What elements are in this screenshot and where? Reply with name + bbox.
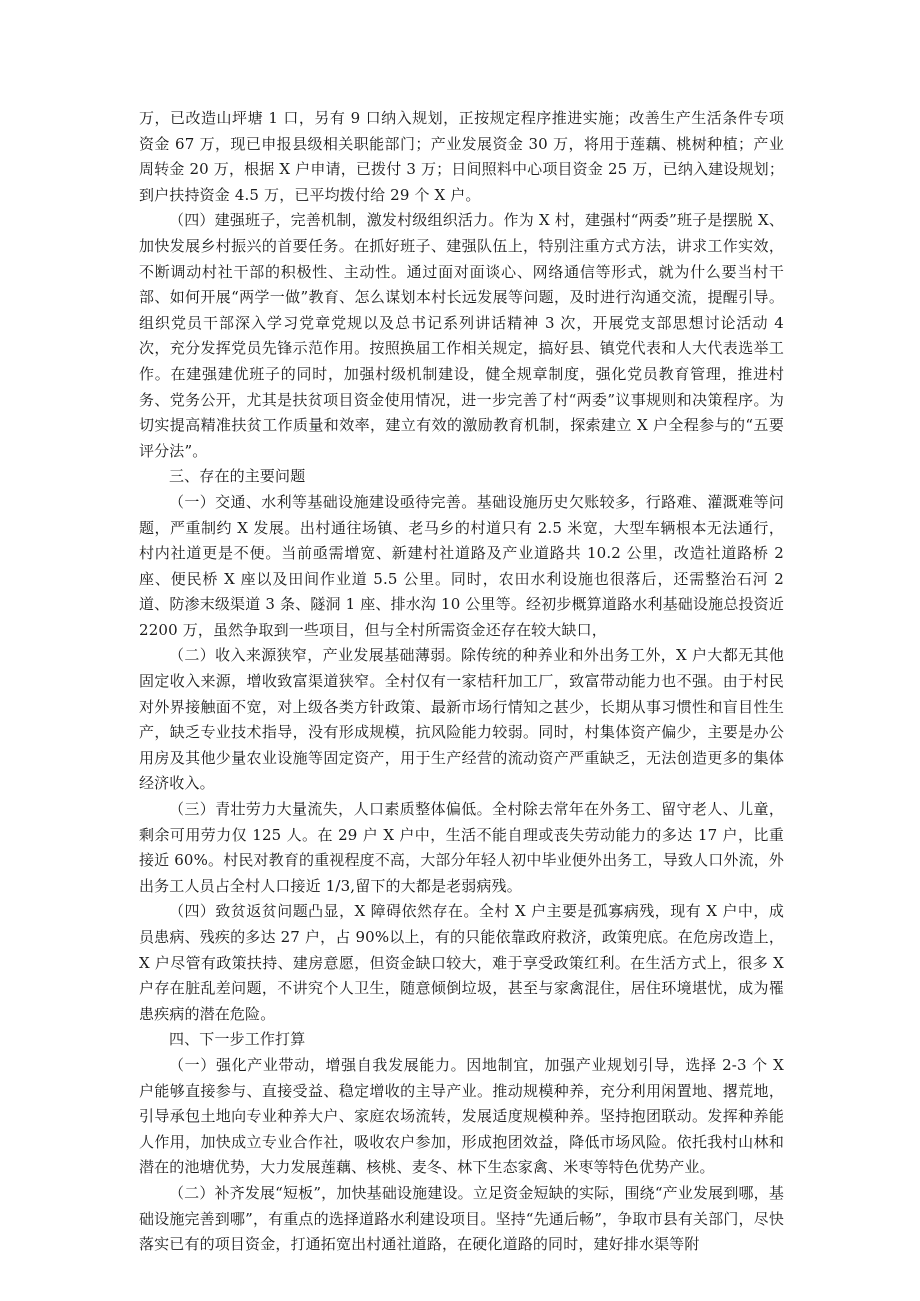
paragraph-strengthen-team: （四）建强班子，完善机制，激发村级组织活力。作为 X 村，建强村“两委”班子是摆脱 X、加快发展乡村振兴的首要任务。在抓好班子、建强队伍上，特别注重方式方法，讲求工作实效，不断调动村社干部的积极性、主动性。通过面对面谈心、网络通信等形式，就为什么要当村干部、如何开展“两学一做”教育、怎么谋划本村长远发展等问题，及时进行沟通交流，提醒引导。组织党员干部深入学习党章党规以及总书记系列讲话精神 3 次，开展党支部思想讨论活动 4 次，充分发挥党员先锋示范作用。按照换届工作相关规定，搞好县、镇党代表和人大代表选举工作。在建强建优班子的同时，加强村级机制建设，健全规章制度，强化党员教育管理，推进村务、党务公开，尤其是扶贫项目资金使用情况，进一步完善了村“两委”议事规则和决策程序。为切实提高精准扶贫工作质量和效率，建立有效的激励教育机制，探索建立 X 户全程参与的“五要评分法”。 — [139, 211, 784, 460]
document-page — [139, 106, 784, 1258]
paragraph-continuation-funds: 万，已改造山坪塘 1 口，另有 9 口纳入规划，正按规定程序推进实施；改善生产生活条件专项资金 67 万，现已申报县级相关职能部门；产业发展资金 30 万，将用于莲藕、桃树种植；产业周转金 20 万，根据 X 户申请，已拨付 3 万；日间照料中心项目资金 25 万，已纳入建设规划；到户扶持资金 4.5 万，已平均拨付给 29 个 X 户。 — [139, 109, 784, 204]
section-heading-next-steps: 四、下一步工作打算 — [169, 1030, 306, 1049]
paragraph-income-sources: （二）收入来源狭窄，产业发展基础薄弱。除传统的种养业和外出务工外，X 户大都无其他固定收入来源，增收致富渠道狭窄。全村仅有一家桔秆加工厂，致富带动能力也不强。由于村民对外界接触面不宽，对上级各类方针政策、最新市场行情知之甚少，长期从事习惯性和盲目性生产，缺乏专业技术指导，没有形成规模，抗风险能力较弱。同时，村集体资产偏少，主要是办公用房及其他少量农业设施等固定资产，用于生产经营的流动资产严重缺乏，无法创造更多的集体经济收入。 — [139, 646, 784, 793]
paragraph-industry-drive: （一）强化产业带动，增强自我发展能力。因地制宜，加强产业规划引导，选择 2-3 个 X 户能够直接参与、直接受益、稳定增收的主导产业。推动规模种养，充分利用闲置地、撂荒地，引导承包土地向专业种养大户、家庭农场流转，发展适度规模种养。坚持抱团联动。发挥种养能人作用，加快成立专业合作社，吸收农户参加，形成抱团效益，降低市场风险。依托我村山林和潜在的池塘优势，大力发展莲藕、核桃、麦冬、林下生态家禽、米枣等特色优势产业。 — [139, 1055, 784, 1177]
paragraph-labor-loss: （三）青壮劳力大量流失，人口素质整体偏低。全村除去常年在外务工、留守老人、儿童，剩余可用劳力仅 125 人。在 29 户 X 户中，生活不能自理或丧失劳动能力的多达 17 户，比重接近 60%。村民对教育的重视程度不高，大部分年轻人初中毕业便外出务工，导致人口外流，外出务工人员占全村人口接近 1/3,留下的大都是老弱病残。 — [139, 800, 784, 895]
section-heading-problems: 三、存在的主要问题 — [169, 467, 306, 486]
paragraph-infrastructure: （一）交通、水利等基础设施建设亟待完善。基础设施历史欠账较多，行路难、灌溉难等问题，严重制约 X 发展。出村通往场镇、老马乡的村道只有 2.5 米宽，大型车辆根本无法通行，村内社道更是不便。当前亟需增宽、新建村社道路及产业道路共 10.2 公里，改造社道路桥 2 座、便民桥 X 座以及田间作业道 5.5 公里。同时，农田水利设施也很落后，还需整治石河 2 道、防渗末级渠道 3 条、隧洞 1 座、排水沟 10 公里等。经初步概算道路水利基础设施总投资近 2200 万，虽然争取到一些项目，但与全村所需资金还存在较大缺口， — [139, 492, 784, 639]
paragraph-shortboard: （二）补齐发展“短板”，加快基础设施建设。立足资金短缺的实际，围绕“产业发展到哪，基础设施完善到哪”，有重点的选择道路水利建设项目。坚持“先通后畅”，争取市县有关部门，尽快落实已有的项目资金，打通拓宽出村通社道路，在硬化道路的同时，建好排水渠等附 — [139, 1183, 784, 1254]
paragraph-poverty-return: （四）致贫返贫问题凸显，X 障碍依然存在。全村 X 户主要是孤寡病残，现有 X 户中，成员患病、残疾的多达 27 户，占 90%以上，有的只能依靠政府救济，政策兜底。在危房改造上，X 户尽管有政策扶持、建房意愿，但资金缺口较大，难于享受政策红利。在生活方式上，很多 X 户存在脏乱差问题，不讲究个人卫生，随意倾倒垃圾，甚至与家禽混住，居住环境堪忧，成为罹患疾病的潜在危险。 — [139, 902, 784, 1023]
